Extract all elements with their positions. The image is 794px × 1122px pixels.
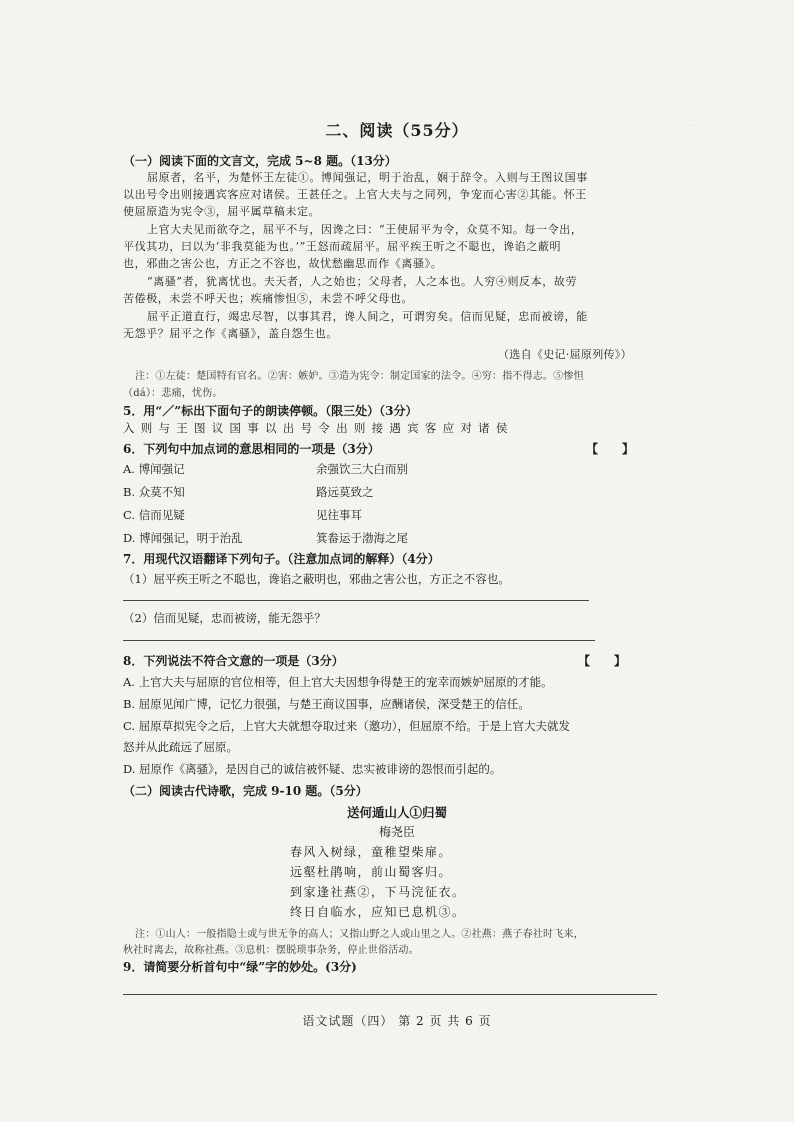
passage-line: 屈平正道直行，竭忠尽智，以事其君，谗人间之，可谓穷矣。信而见疑，忠而被谤，能 bbox=[147, 310, 588, 323]
q6-option-right: 箕畚运于渤海之尾 bbox=[316, 531, 408, 545]
passage-line: “离骚”者，犹离忧也。夫天者，人之始也；父母者，人之本也。人穷④则反本，故劳 bbox=[147, 275, 578, 288]
poem-note: 注：①山人：一般指隐士或与世无争的高人；又指山野之人或山里之人。②社燕：燕子春社时飞来， bbox=[135, 929, 584, 940]
question-6: 6．下列句中加点词的意思相同的一项是（3分） bbox=[123, 442, 380, 456]
question-9: 9．请简要分析首句中“绿”字的妙处。(3分) bbox=[123, 960, 357, 974]
q8-option-continued: 怒并从此疏远了屈原。 bbox=[123, 740, 238, 754]
q8-option: D. 屈原作《离骚》，是因自己的诚信被怀疑、忠实被诽谤的怨恨而引起的。 bbox=[123, 762, 502, 776]
passage-line: 平伐其功，曰以为‘非我莫能为也。’”王怒而疏屈平。屈平疾王听之不聪也，谗谄之蔽明 bbox=[123, 240, 562, 253]
q6-option-right: 余强饮三大白而别 bbox=[316, 462, 408, 476]
poem-note: 秋社时离去，故称社燕。③息机：摆脱琐事杂务，停止世俗活动。 bbox=[123, 945, 419, 956]
q7-sentence-1: （1）屈平疾王听之不聪也，谗谄之蔽明也，邪曲之害公也，方正之不容也。 bbox=[123, 572, 510, 586]
part2-heading: （二）阅读古代诗歌，完成 9-10 题。（5分） bbox=[123, 784, 368, 798]
passage-line: 使屈原造为宪令③，屈平属草稿未定。 bbox=[123, 205, 321, 218]
q6-option-left: A. 博闻强记 bbox=[123, 462, 185, 476]
q6-option-right: 见往事耳 bbox=[316, 508, 362, 522]
answer-line[interactable] bbox=[123, 600, 589, 601]
q6-option-left: B. 众莫不知 bbox=[123, 485, 185, 499]
q6-option-left: C. 信而见疑 bbox=[123, 508, 185, 522]
poem-line: 终日自临水，应知已息机③。 bbox=[290, 905, 466, 919]
answer-line[interactable] bbox=[123, 994, 657, 995]
passage-line: 上官大夫见而欲夺之，屈平不与，因谗之曰：“王使屈平为令，众莫不知。每一令出， bbox=[147, 223, 583, 236]
question-8: 8．下列说法不符合文意的一项是（3分） bbox=[123, 654, 344, 668]
passage-note: 注：①左徒：楚国特有官名。②害：嫉妒。③造为宪令：制定国家的法令。④穷：指不得志。⑤惨怛 bbox=[135, 371, 584, 382]
question-5: 5．用“／”标出下面句子的朗读停顿。（限三处）（3分） bbox=[123, 404, 418, 418]
poem-line: 春风入树绿，童稚望柴扉。 bbox=[290, 845, 453, 859]
q8-option: B. 屈原见闻广博，记忆力很强，与楚王商议国事，应酬诸侯，深受楚王的信任。 bbox=[123, 697, 530, 711]
passage-line: 无怨乎？屈平之作《离骚》，盖自怨生也。 bbox=[123, 327, 338, 340]
poem-author: 梅尧臣 bbox=[378, 825, 415, 839]
answer-line[interactable] bbox=[123, 640, 595, 641]
part1-heading: （一）阅读下面的文言文，完成 5~8 题。（13分） bbox=[123, 154, 397, 168]
q8-option: C. 屈原草拟宪令之后，上官大夫就想夺取过来（邀功），但屈原不给。于是上官大夫就发 bbox=[123, 719, 570, 733]
answer-bracket[interactable]: 【 】 bbox=[586, 442, 635, 456]
q7-sentence-2: （2）信而见疑，忠而被谤，能无怨乎？ bbox=[123, 611, 326, 625]
q6-option-right: 路远莫致之 bbox=[316, 485, 374, 499]
passage-line: 屈原者，名平，为楚怀王左徒①。博闻强记，明于治乱，娴于辞令。入则与王图议国事 bbox=[147, 171, 588, 184]
passage-source: （选自《史记·屈原列传》） bbox=[498, 348, 632, 361]
poem-title: 送何遁山人①归蜀 bbox=[346, 805, 447, 820]
q6-option-left: D. 博闻强记，明于治乱 bbox=[123, 531, 243, 545]
q8-option: A. 上官大夫与屈原的官位相等，但上官大夫因想争得楚王的宠幸而嫉妒屈原的才能。 bbox=[123, 675, 553, 689]
passage-note: （dá）：悲痛，忧伤。 bbox=[123, 388, 223, 399]
poem-line: 到家逢社燕②，下马浣征衣。 bbox=[290, 885, 466, 899]
question-7: 7．用现代汉语翻译下列句子。（注意加点词的解释）（4分） bbox=[123, 552, 440, 566]
bleed-through: … bbox=[690, 118, 700, 129]
q5-sentence: 入 则 与 王 图 议 国 事 以 出 号 令 出 则 接 遇 宾 客 应 对 诸 侯 bbox=[123, 421, 509, 435]
passage-line: 苦倦极，未尝不呼天也；疾痛惨怛⑤，未尝不呼父母也。 bbox=[123, 292, 413, 305]
passage-line: 也，邪曲之害公也，方正之不容也，故忧愁幽思而作《离骚》。 bbox=[123, 257, 443, 270]
section-title: 二、阅读（55分） bbox=[325, 121, 469, 140]
answer-bracket[interactable]: 【 】 bbox=[578, 654, 627, 668]
passage-line: 以出号令出则接遇宾客应对诸侯。王甚任之。上官大夫与之同列，争宠而心害②其能。怀王 bbox=[123, 188, 587, 201]
page-footer: 语文试题（四） 第 2 页 共 6 页 bbox=[302, 1014, 492, 1028]
poem-line: 远壑杜鹃响，前山蜀客归。 bbox=[290, 865, 453, 879]
